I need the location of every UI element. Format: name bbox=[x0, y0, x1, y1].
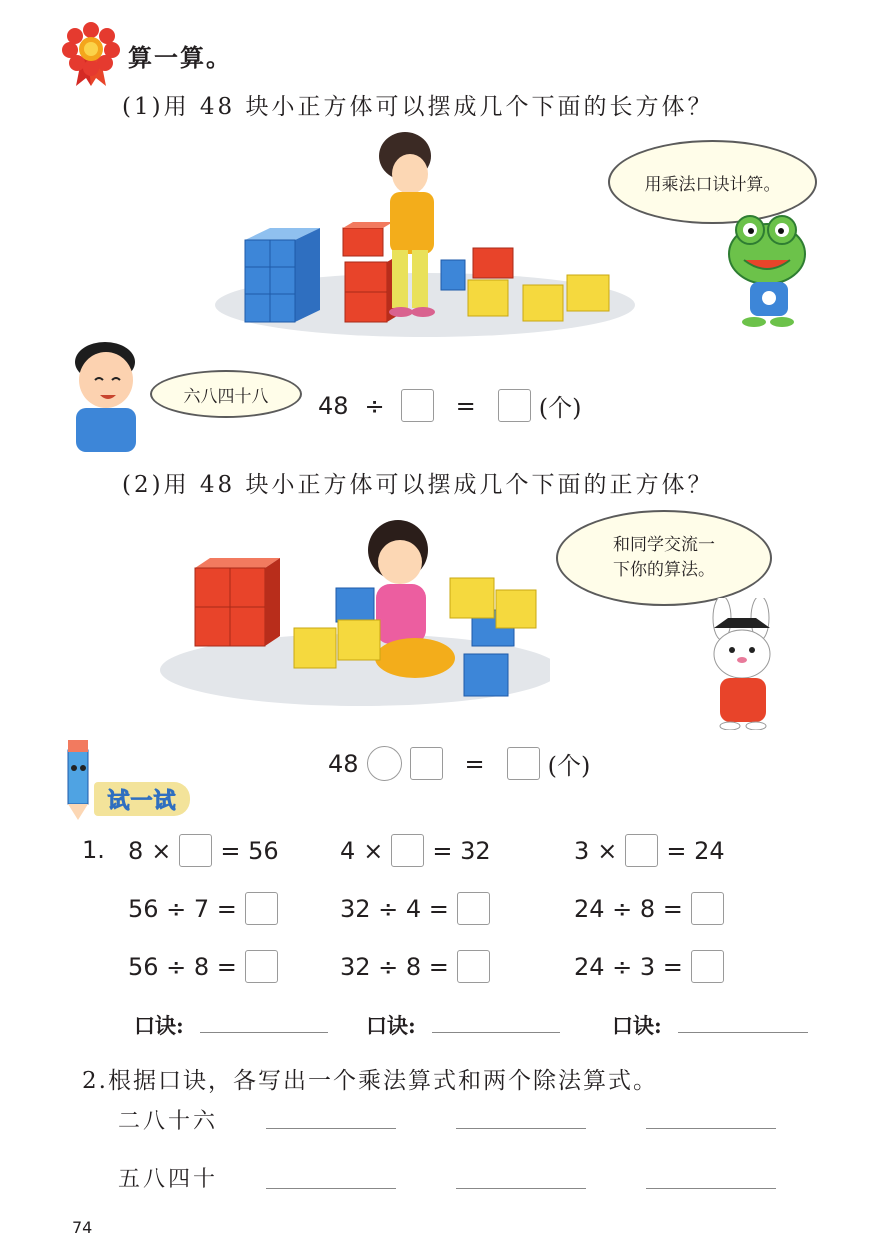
question-2-label: (2) bbox=[122, 472, 164, 498]
ex1-col3-mul-a: 3 bbox=[574, 836, 590, 865]
ex1-col1-div2 bbox=[128, 950, 278, 983]
ex1-col1-mul bbox=[128, 834, 279, 867]
rabbit-speech-line-1: 和同学交流一 bbox=[613, 535, 715, 556]
ex1-col2-mul bbox=[340, 834, 491, 867]
ex1-col1-mul-a: 8 bbox=[128, 836, 144, 865]
ex1-col1-mul-op: × bbox=[151, 836, 172, 865]
ex1-col2-koujue-line[interactable] bbox=[432, 1032, 560, 1033]
eq2-blank-result[interactable] bbox=[507, 747, 540, 780]
ex1-col1-mul-blank[interactable] bbox=[179, 834, 212, 867]
eq1-equals: = bbox=[455, 391, 476, 420]
boy-speech-text: 六八四十八 bbox=[183, 386, 269, 407]
ex1-col2-mul-res: = 32 bbox=[432, 836, 491, 865]
question-2-text bbox=[122, 466, 713, 499]
ex1-col3-mul-res: = 24 bbox=[666, 836, 725, 865]
rhyme-1: 二八十六 bbox=[118, 1109, 219, 1134]
ex1-col1-div2-text: 56 ÷ 8 = bbox=[128, 952, 237, 981]
ex1-col1-koujue: 口诀: bbox=[134, 1013, 184, 1038]
red-cuboid-icon bbox=[343, 222, 397, 322]
boy-speech-bubble bbox=[150, 370, 302, 418]
question-1-equation bbox=[318, 388, 582, 423]
question-1-text bbox=[122, 88, 713, 121]
exercise-2-number: 2. bbox=[82, 1068, 108, 1094]
ex1-col1-div1 bbox=[128, 892, 278, 925]
page-number: 74 bbox=[72, 1218, 93, 1237]
rabbit-speech-line-2: 下你的算法。 bbox=[613, 560, 715, 580]
frog-speech-text: 用乘法口诀计算。 bbox=[644, 174, 781, 195]
rhyme-2-line-3[interactable] bbox=[646, 1188, 776, 1189]
ex1-col3-div2-text: 24 ÷ 3 = bbox=[574, 952, 683, 981]
ex1-col3-div1 bbox=[574, 892, 724, 925]
question-1-illustration bbox=[205, 130, 655, 345]
ex1-col3-mul bbox=[574, 834, 725, 867]
section-title: 算一算。 bbox=[128, 43, 232, 72]
ex1-col2-div2 bbox=[340, 950, 490, 983]
ex1-col3-div1-blank[interactable] bbox=[691, 892, 724, 925]
ex1-col3-koujue: 口诀: bbox=[612, 1013, 662, 1038]
eq1-number: 48 bbox=[318, 391, 349, 420]
question-2-body: 用 48 块小正方体可以摆成几个下面的正方体？ bbox=[163, 472, 714, 498]
rabbit-mascot-icon bbox=[700, 598, 784, 730]
eq1-blank-result[interactable] bbox=[498, 389, 531, 422]
ex1-col1-koujue-line[interactable] bbox=[200, 1032, 328, 1033]
ex1-col1-mul-res: = 56 bbox=[220, 836, 279, 865]
eq1-operator: ÷ bbox=[364, 391, 385, 420]
ex1-col2-div2-text: 32 ÷ 8 = bbox=[340, 952, 449, 981]
ex1-col3-koujue-line[interactable] bbox=[678, 1032, 808, 1033]
rhyme-2-line-2[interactable] bbox=[456, 1188, 586, 1189]
rabbit-speech-bubble bbox=[556, 510, 772, 606]
ex1-col2-mul-a: 4 bbox=[340, 836, 356, 865]
eq1-blank-divisor[interactable] bbox=[401, 389, 434, 422]
exercise-1-number: 1. bbox=[82, 836, 105, 864]
question-1-label: (1) bbox=[122, 94, 164, 120]
question-2-illustration bbox=[150, 510, 550, 710]
ex1-col1-div1-text: 56 ÷ 7 = bbox=[128, 894, 237, 923]
eq2-equals: = bbox=[464, 749, 485, 778]
girl-with-blocks-icon bbox=[368, 520, 455, 678]
boy-avatar-icon bbox=[70, 340, 140, 452]
exercise-2-header bbox=[82, 1062, 658, 1095]
eq1-unit: (个) bbox=[538, 394, 582, 422]
ex1-col3-div2-blank[interactable] bbox=[691, 950, 724, 983]
question-1-body: 用 48 块小正方体可以摆成几个下面的长方体？ bbox=[163, 94, 714, 120]
ex1-col3-div2 bbox=[574, 950, 724, 983]
rhyme-1-line-3[interactable] bbox=[646, 1128, 776, 1129]
try-banner bbox=[94, 782, 190, 816]
ex1-col2-mul-blank[interactable] bbox=[391, 834, 424, 867]
ex1-col2-div1-blank[interactable] bbox=[457, 892, 490, 925]
question-2-equation bbox=[328, 746, 590, 781]
try-title: 试一试 bbox=[107, 787, 177, 814]
eq2-blank-operator[interactable] bbox=[367, 746, 402, 781]
eq2-blank-divisor[interactable] bbox=[410, 747, 443, 780]
ex1-col2-div2-blank[interactable] bbox=[457, 950, 490, 983]
ex1-col2-koujue: 口诀: bbox=[366, 1013, 416, 1038]
ex1-col2-div1-text: 32 ÷ 4 = bbox=[340, 894, 449, 923]
ex1-col2-mul-op: × bbox=[363, 836, 384, 865]
ex1-col3-mul-blank[interactable] bbox=[625, 834, 658, 867]
rhyme-1-line-2[interactable] bbox=[456, 1128, 586, 1129]
ex1-col1-div2-blank[interactable] bbox=[245, 950, 278, 983]
exercise-2-text: 根据口诀，各写出一个乘法算式和两个除法算式。 bbox=[107, 1068, 658, 1094]
flower-badge-icon bbox=[62, 22, 120, 88]
ex1-col1-div1-blank[interactable] bbox=[245, 892, 278, 925]
blue-cuboid-icon bbox=[245, 228, 320, 322]
rhyme-2: 五八四十 bbox=[118, 1167, 219, 1192]
eq2-number: 48 bbox=[328, 749, 359, 778]
rhyme-1-line-1[interactable] bbox=[266, 1128, 396, 1129]
ex1-col3-div1-text: 24 ÷ 8 = bbox=[574, 894, 683, 923]
ex1-col2-div1 bbox=[340, 892, 490, 925]
eq2-unit: (个) bbox=[547, 752, 591, 780]
ex1-col3-mul-op: × bbox=[597, 836, 618, 865]
red-cube-icon bbox=[195, 558, 280, 646]
frog-mascot-icon bbox=[722, 212, 812, 330]
rhyme-2-line-1[interactable] bbox=[266, 1188, 396, 1189]
